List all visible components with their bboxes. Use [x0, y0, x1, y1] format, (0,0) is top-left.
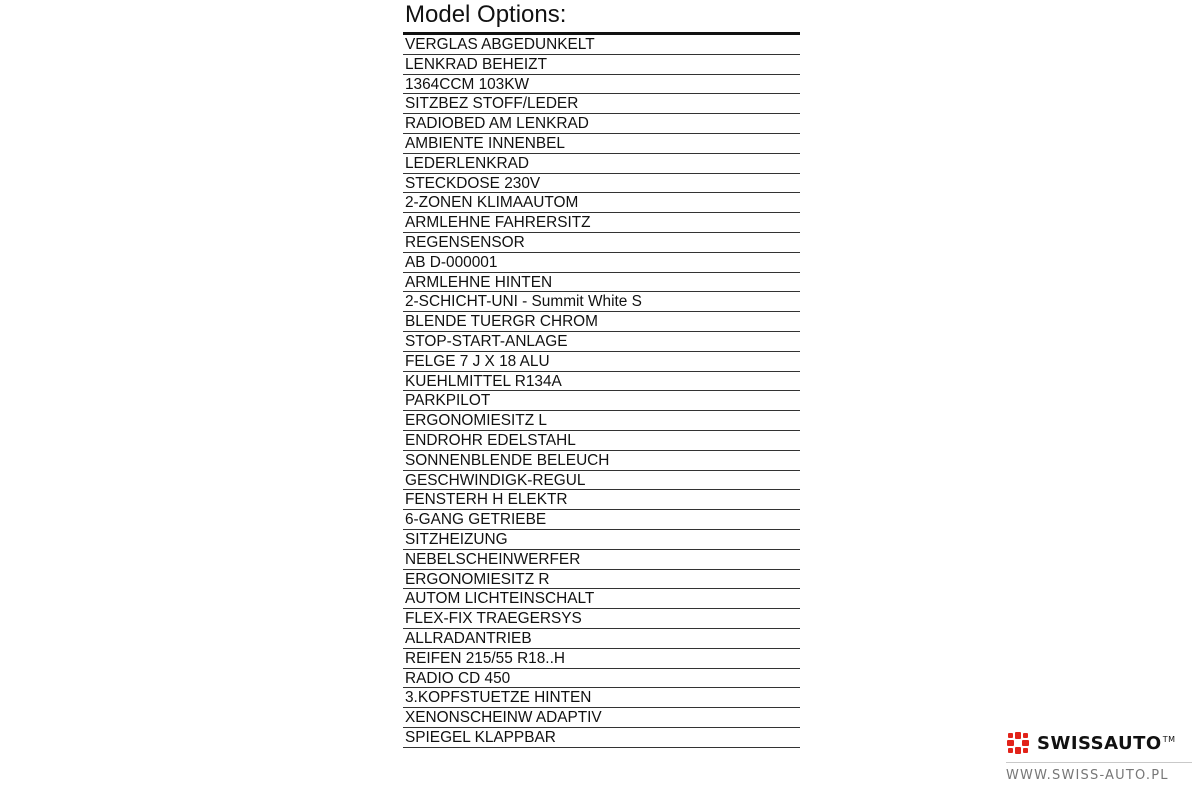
option-row: ARMLEHNE HINTEN — [403, 273, 800, 293]
option-row: 3.KOPFSTUETZE HINTEN — [403, 688, 800, 708]
option-row: STECKDOSE 230V — [403, 174, 800, 194]
option-row: KUEHLMITTEL R134A — [403, 372, 800, 392]
brand-divider — [1006, 762, 1192, 763]
option-row: VERGLAS ABGEDUNKELT — [403, 35, 800, 55]
option-row: FENSTERH H ELEKTR — [403, 490, 800, 510]
option-row: ENDROHR EDELSTAHL — [403, 431, 800, 451]
option-row: RADIO CD 450 — [403, 669, 800, 689]
option-row: RADIOBED AM LENKRAD — [403, 114, 800, 134]
option-row: FLEX-FIX TRAEGERSYS — [403, 609, 800, 629]
option-row: AUTOM LICHTEINSCHALT — [403, 589, 800, 609]
option-row: STOP-START-ANLAGE — [403, 332, 800, 352]
options-list — [403, 35, 800, 748]
option-row: GESCHWINDIGK-REGUL — [403, 471, 800, 491]
option-row: LEDERLENKRAD — [403, 154, 800, 174]
option-row: SITZBEZ STOFF/LEDER — [403, 94, 800, 114]
option-row: ALLRADANTRIEB — [403, 629, 800, 649]
red-cross-bolts-icon — [1006, 731, 1030, 755]
option-row: 2-ZONEN KLIMAAUTOM — [403, 193, 800, 213]
option-row: REGENSENSOR — [403, 233, 800, 253]
option-row: 2-SCHICHT-UNI - Summit White S — [403, 292, 800, 312]
option-row: NEBELSCHEINWERFER — [403, 550, 800, 570]
option-row: BLENDE TUERGR CHROM — [403, 312, 800, 332]
model-options-sheet — [403, 0, 800, 748]
option-row: ERGONOMIESITZ L — [403, 411, 800, 431]
option-row: AB D-000001 — [403, 253, 800, 273]
option-row: PARKPILOT — [403, 391, 800, 411]
trademark-mark: TM — [1162, 734, 1176, 744]
watermark-logo — [1006, 728, 1192, 783]
option-row: AMBIENTE INNENBEL — [403, 134, 800, 154]
brand-name-text: SWISSAUTO — [1037, 732, 1162, 754]
option-row: LENKRAD BEHEIZT — [403, 55, 800, 75]
page-title: Model Options: — [405, 1, 567, 28]
option-row: SPIEGEL KLAPPBAR — [403, 728, 800, 748]
brand-name — [1037, 733, 1176, 754]
option-row: SONNENBLENDE BELEUCH — [403, 451, 800, 471]
brand-url: WWW.SWISS-AUTO.PL — [1006, 768, 1169, 783]
option-row: ERGONOMIESITZ R — [403, 570, 800, 590]
option-row: 6-GANG GETRIEBE — [403, 510, 800, 530]
option-row: REIFEN 215/55 R18..H — [403, 649, 800, 669]
option-row: ARMLEHNE FAHRERSITZ — [403, 213, 800, 233]
option-row: 1364CCM 103KW — [403, 75, 800, 95]
option-row: FELGE 7 J X 18 ALU — [403, 352, 800, 372]
option-row: SITZHEIZUNG — [403, 530, 800, 550]
brand-lockup — [1006, 728, 1192, 758]
option-row: XENONSCHEINW ADAPTIV — [403, 708, 800, 728]
